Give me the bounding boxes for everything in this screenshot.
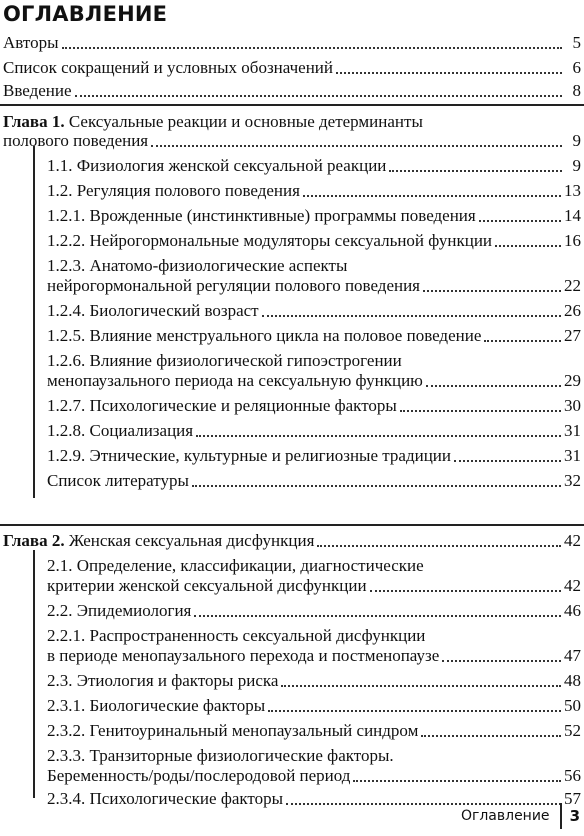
page-number: 26 [564,301,581,320]
toc-entry-2-1-line1[interactable]: 2.1. Определение, классификации, диагностические [47,556,424,575]
toc-entry-chapter-2[interactable]: Глава 2. Женская сексуальная дисфункция 42 [3,531,581,550]
toc-entry-2-3-3-line1[interactable]: 2.3.3. Транзиторные физиологические факторы. [47,746,394,765]
page-number: 9 [572,131,581,150]
page-number: 57 [564,789,581,808]
toc-entry-2-3-3[interactable]: Беременность/роды/послеродовой период 56 [47,766,581,785]
page-title: ОГЛАВЛЕНИЕ [3,2,168,26]
toc-entry-2-3-4[interactable]: 2.3.4. Психологические факторы 57 [47,789,581,808]
page-number: 31 [564,421,581,440]
toc-entry-1-2-3-line1[interactable]: 1.2.3. Анатомо-физиологические аспекты [47,256,348,275]
footer-divider [560,803,562,829]
chapter-1-bar [33,146,35,498]
toc-entry-authors[interactable]: Авторы 5 [3,33,581,52]
page-number: 22 [564,276,581,295]
page-number: 9 [572,156,581,175]
toc-entry-1-2-6-line1[interactable]: 1.2.6. Влияние физиологической гипоэстрогении [47,351,402,370]
page-number: 32 [564,471,581,490]
toc-entry-intro[interactable]: Введение 8 [3,81,581,100]
divider-1 [0,104,584,106]
page-number: 31 [564,446,581,465]
toc-entry-1-2[interactable]: 1.2. Регуляция полового поведения 13 [47,181,581,200]
page-number: 30 [564,396,581,415]
toc-entry-1-2-8[interactable]: 1.2.8. Социализация 31 [47,421,581,440]
footer-page-number: 3 [569,807,580,825]
divider-2 [0,524,584,526]
toc-entry-2-3-2[interactable]: 2.3.2. Генитоуринальный менопаузальный синдром 52 [47,721,581,740]
toc-entry-1-2-5[interactable]: 1.2.5. Влияние менструального цикла на половое поведение 27 [47,326,581,345]
toc-entry-chapter-1-line1[interactable]: Глава 1. Сексуальные реакции и основные детерминанты [3,112,423,131]
page-number: 46 [564,601,581,620]
toc-entry-2-1[interactable]: критерии женской сексуальной дисфункции 42 [47,576,581,595]
toc-entry-1-2-6[interactable]: менопаузального периода на сексуальную функцию 29 [47,371,581,390]
page-number: 14 [564,206,581,225]
page-number: 29 [564,371,581,390]
toc-entry-1-2-7[interactable]: 1.2.7. Психологические и реляционные факторы 30 [47,396,581,415]
page-number: 42 [564,576,581,595]
page-number: 56 [564,766,581,785]
page-number: 42 [564,531,581,550]
page-number: 27 [564,326,581,345]
toc-entry-2-2-1-line1[interactable]: 2.2.1. Распространенность сексуальной дисфункции [47,626,426,645]
page-footer [461,802,580,830]
footer-label: Оглавление [460,808,550,824]
toc-entry-1-1[interactable]: 1.1. Физиология женской сексуальной реакции 9 [47,156,581,175]
page-number: 13 [564,181,581,200]
toc-entry-references-1[interactable]: Список литературы 32 [47,471,581,490]
page-number: 47 [564,646,581,665]
toc-entry-1-2-1[interactable]: 1.2.1. Врожденные (инстинктивные) программы поведения 14 [47,206,581,225]
toc-entry-chapter-1[interactable]: полового поведения 9 [3,131,581,150]
page-number: 52 [564,721,581,740]
page-number: 50 [564,696,581,715]
page-number: 6 [572,58,581,77]
chapter-2-bar [33,550,35,798]
page-number: 16 [564,231,581,250]
toc-entry-2-2[interactable]: 2.2. Эпидемиология 46 [47,601,581,620]
page-number: 5 [572,33,581,52]
toc-entry-1-2-4[interactable]: 1.2.4. Биологический возраст 26 [47,301,581,320]
toc-entry-1-2-3[interactable]: нейрогормональной регуляции полового поведения 22 [47,276,581,295]
toc-entry-2-3[interactable]: 2.3. Этиология и факторы риска 48 [47,671,581,690]
toc-entry-2-3-1[interactable]: 2.3.1. Биологические факторы 50 [47,696,581,715]
page-number: 8 [572,81,581,100]
toc-entry-2-2-1[interactable]: в периоде менопаузального перехода и постменопаузе 47 [47,646,581,665]
toc-entry-1-2-9[interactable]: 1.2.9. Этнические, культурные и религиозные традиции 31 [47,446,581,465]
toc-entry-1-2-2[interactable]: 1.2.2. Нейрогормональные модуляторы сексуальной функции 16 [47,231,581,250]
page-number: 48 [564,671,581,690]
toc-entry-abbreviations[interactable]: Список сокращений и условных обозначений 6 [3,58,581,77]
